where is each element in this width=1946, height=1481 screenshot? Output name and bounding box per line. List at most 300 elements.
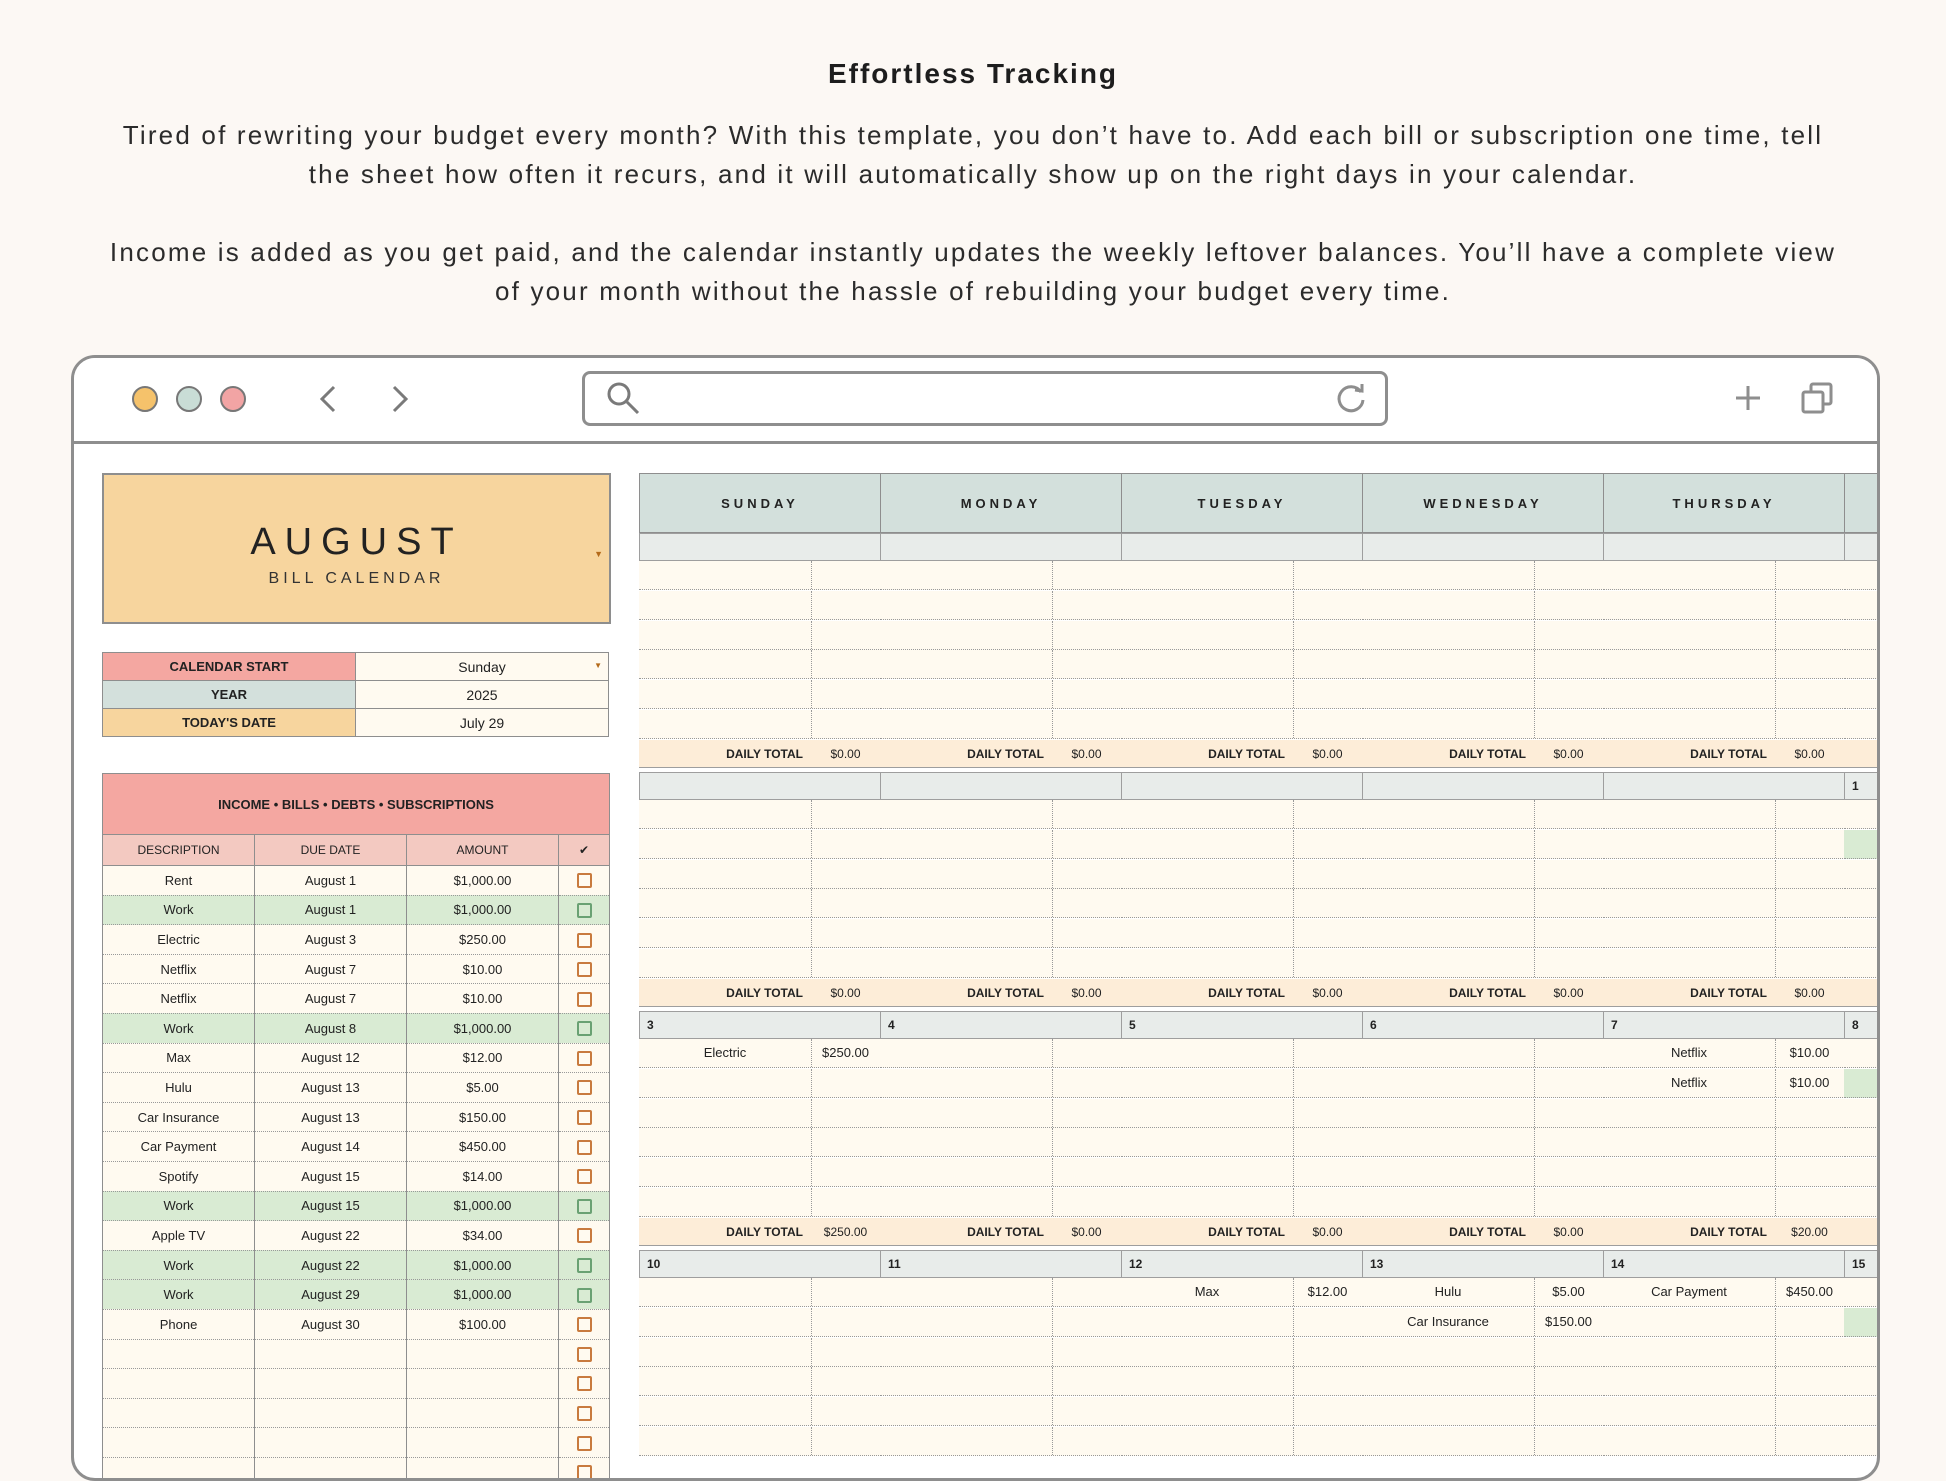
bill-due-date[interactable]: August 22 <box>255 1221 407 1251</box>
calendar-entry-row[interactable] <box>1121 1188 1363 1217</box>
calendar-entry-row[interactable] <box>1844 591 1877 620</box>
calendar-entry-row[interactable] <box>639 1099 881 1128</box>
paid-checkbox-cell[interactable] <box>559 954 610 984</box>
address-bar[interactable] <box>582 371 1388 426</box>
bill-amount[interactable] <box>407 1457 559 1481</box>
dropdown-caret-icon[interactable]: ▼ <box>594 549 603 559</box>
bill-due-date[interactable] <box>255 1457 407 1481</box>
bill-amount[interactable] <box>407 1398 559 1428</box>
calendar-entry-row[interactable] <box>1121 1158 1363 1187</box>
bill-description[interactable]: Work <box>103 895 255 925</box>
calendar-entry-row[interactable] <box>1362 830 1604 859</box>
bill-description[interactable]: Spotify <box>103 1161 255 1191</box>
calendar-entry-row[interactable] <box>1844 1099 1877 1128</box>
calendar-entry-row[interactable] <box>639 1308 881 1337</box>
calendar-entry-row[interactable] <box>1603 919 1845 948</box>
calendar-entry-row[interactable] <box>880 1099 1122 1128</box>
calendar-entry-row[interactable] <box>1844 561 1877 590</box>
calendar-entry-row[interactable] <box>1603 1188 1845 1217</box>
calendar-entry-row[interactable] <box>1844 949 1877 978</box>
bill-amount[interactable] <box>407 1428 559 1458</box>
paid-checkbox-cell[interactable] <box>559 866 610 896</box>
entry-amount <box>1775 621 1844 649</box>
paid-checkbox-cell[interactable] <box>559 1398 610 1428</box>
bill-description[interactable]: Electric <box>103 925 255 955</box>
calendar-entry-row[interactable] <box>1603 1338 1845 1367</box>
paid-checkbox[interactable] <box>577 1228 592 1243</box>
calendar-entry-row[interactable] <box>1844 1069 1877 1098</box>
paid-checkbox-cell[interactable] <box>559 1161 610 1191</box>
calendar-entry-row[interactable] <box>1603 1069 1845 1098</box>
calendar-entry-row[interactable] <box>1362 1338 1604 1367</box>
paid-checkbox-cell[interactable] <box>559 895 610 925</box>
calendar-entry-row[interactable] <box>1844 650 1877 679</box>
entry-amount <box>1775 710 1844 738</box>
calendar-entry-row[interactable] <box>639 710 881 739</box>
calendar-entry-row[interactable] <box>1603 650 1845 679</box>
daily-total-value: $0.00 <box>1775 740 1844 768</box>
paid-checkbox[interactable] <box>577 1258 592 1273</box>
calendar-entry-row[interactable] <box>1121 1069 1363 1098</box>
calendar-entry-row[interactable] <box>880 680 1122 709</box>
calendar-entry-row[interactable] <box>1121 1338 1363 1367</box>
bill-due-date[interactable]: August 13 <box>255 1102 407 1132</box>
table-row <box>103 1132 610 1162</box>
calendar-entry-row[interactable] <box>1121 1308 1363 1337</box>
calendar-entry-row[interactable] <box>1844 1128 1877 1157</box>
bill-amount[interactable] <box>407 1369 559 1399</box>
calendar-entry-row[interactable] <box>1603 1397 1845 1426</box>
paid-checkbox[interactable] <box>577 1140 592 1155</box>
calendar-entry-row[interactable] <box>1362 1069 1604 1098</box>
calendar-entry-row[interactable] <box>1603 591 1845 620</box>
calendar-entry-row[interactable] <box>880 919 1122 948</box>
calendar-entry-row[interactable] <box>1603 1158 1845 1187</box>
calendar-entry-row[interactable] <box>639 561 881 590</box>
calendar-entry-row[interactable] <box>1603 1308 1845 1337</box>
entry-description <box>1362 919 1535 947</box>
calendar-entry-row[interactable] <box>639 800 881 829</box>
calendar-entry-row[interactable] <box>880 710 1122 739</box>
bill-amount[interactable]: $5.00 <box>407 1073 559 1103</box>
calendar-entry-row[interactable] <box>1603 1367 1845 1396</box>
bill-amount[interactable]: $1,000.00 <box>407 866 559 896</box>
daily-total-row <box>880 1218 1122 1246</box>
calendar-entry-row[interactable] <box>639 650 881 679</box>
entry-description <box>880 1128 1053 1156</box>
daily-total-row <box>639 1218 881 1246</box>
entry-description <box>1603 561 1776 589</box>
entry-amount <box>1052 1278 1121 1306</box>
bill-due-date[interactable]: August 12 <box>255 1043 407 1073</box>
paid-checkbox[interactable] <box>577 873 592 888</box>
entry-amount <box>1293 949 1362 977</box>
bill-amount[interactable]: $10.00 <box>407 984 559 1014</box>
calendar-entry-row[interactable] <box>1844 1427 1877 1456</box>
calendar-entry-row[interactable] <box>1121 680 1363 709</box>
calendar-entry-row[interactable] <box>1844 1158 1877 1187</box>
calendar-entry-row[interactable] <box>1121 621 1363 650</box>
bill-amount[interactable]: $450.00 <box>407 1132 559 1162</box>
calendar-entry-row[interactable] <box>639 1367 881 1396</box>
calendar-entry-row[interactable] <box>1121 1427 1363 1456</box>
bill-description[interactable]: Hulu <box>103 1073 255 1103</box>
calendar-entry-row[interactable] <box>1121 1039 1363 1068</box>
paid-checkbox-cell[interactable] <box>559 1309 610 1339</box>
calendar-entry-row[interactable] <box>1362 949 1604 978</box>
reload-icon[interactable] <box>1335 382 1367 414</box>
todays-date-field[interactable]: July 29 <box>356 709 609 737</box>
calendar-entry-row[interactable] <box>1844 710 1877 739</box>
entry-amount <box>811 1128 880 1156</box>
bill-due-date[interactable]: August 3 <box>255 925 407 955</box>
calendar-entry-row[interactable] <box>1603 710 1845 739</box>
paid-checkbox-cell[interactable] <box>559 1339 610 1369</box>
calendar-entry-row[interactable] <box>1603 800 1845 829</box>
chevron-left-icon[interactable] <box>317 384 339 414</box>
bill-due-date[interactable]: August 30 <box>255 1309 407 1339</box>
bill-description[interactable]: Car Payment <box>103 1132 255 1162</box>
bill-due-date[interactable]: August 14 <box>255 1132 407 1162</box>
entry-amount <box>1534 860 1603 888</box>
calendar-entry-row[interactable] <box>880 1338 1122 1367</box>
calendar-entry-row[interactable] <box>1603 830 1845 859</box>
calendar-entry-row[interactable] <box>1121 1397 1363 1426</box>
calendar-entry-row[interactable] <box>1603 680 1845 709</box>
calendar-start-select[interactable] <box>356 653 609 681</box>
bill-amount[interactable]: $1,000.00 <box>407 1280 559 1310</box>
calendar-entry-row[interactable] <box>880 621 1122 650</box>
daily-total-row <box>1362 740 1604 768</box>
paid-checkbox-cell[interactable] <box>559 1043 610 1073</box>
bill-amount[interactable]: $100.00 <box>407 1309 559 1339</box>
calendar-entry-row[interactable] <box>639 1069 881 1098</box>
bill-due-date[interactable]: August 1 <box>255 866 407 896</box>
calendar-entry-row[interactable] <box>880 1128 1122 1157</box>
calendar-entry-row[interactable] <box>1121 860 1363 889</box>
calendar-entry-row[interactable] <box>1362 1278 1604 1307</box>
calendar-entry-row[interactable] <box>639 1338 881 1367</box>
bill-amount[interactable]: $1,000.00 <box>407 1191 559 1221</box>
bill-due-date[interactable]: August 7 <box>255 984 407 1014</box>
calendar-entry-row[interactable] <box>639 1039 881 1068</box>
paid-checkbox-cell[interactable] <box>559 1073 610 1103</box>
paid-checkbox[interactable] <box>577 1051 592 1066</box>
chevron-right-icon[interactable] <box>389 384 411 414</box>
calendar-entry-row[interactable] <box>1844 1039 1877 1068</box>
calendar-entry-row[interactable] <box>639 949 881 978</box>
year-field[interactable]: 2025 <box>356 681 609 709</box>
entry-amount <box>1775 1128 1844 1156</box>
calendar-entry-row[interactable] <box>639 1128 881 1157</box>
table-row <box>103 1398 610 1428</box>
entry-amount <box>1293 1099 1362 1127</box>
entry-description <box>880 1397 1053 1425</box>
bill-amount[interactable] <box>407 1339 559 1369</box>
calendar-entry-row[interactable] <box>1362 650 1604 679</box>
bill-description[interactable]: Netflix <box>103 984 255 1014</box>
calendar-entry-row[interactable] <box>1362 1308 1604 1337</box>
calendar-entry-row[interactable] <box>1362 919 1604 948</box>
bill-due-date[interactable]: August 15 <box>255 1191 407 1221</box>
calendar-entry-row[interactable] <box>1603 949 1845 978</box>
calendar-entry-row[interactable] <box>1362 1099 1604 1128</box>
calendar-entry-row[interactable] <box>880 1039 1122 1068</box>
calendar-entry-row[interactable] <box>1362 591 1604 620</box>
calendar-entry-row[interactable] <box>639 830 881 859</box>
plus-icon[interactable] <box>1732 382 1764 414</box>
entry-description <box>880 1308 1053 1336</box>
bill-amount[interactable]: $12.00 <box>407 1043 559 1073</box>
entry-amount <box>811 1278 880 1306</box>
bill-description[interactable] <box>103 1339 255 1369</box>
calendar-entry-row[interactable] <box>1121 591 1363 620</box>
paid-checkbox[interactable] <box>577 903 592 918</box>
entry-amount <box>1052 1069 1121 1097</box>
calendar-entry-row[interactable] <box>639 621 881 650</box>
entry-description <box>880 1338 1053 1366</box>
bill-due-date[interactable]: August 13 <box>255 1073 407 1103</box>
paid-checkbox[interactable] <box>577 1347 592 1362</box>
entry-amount <box>1293 621 1362 649</box>
paid-checkbox[interactable] <box>577 1169 592 1184</box>
calendar-entry-row[interactable] <box>1362 889 1604 918</box>
bill-due-date[interactable]: August 15 <box>255 1161 407 1191</box>
paid-checkbox-cell[interactable] <box>559 1457 610 1481</box>
bill-description[interactable] <box>103 1428 255 1458</box>
bill-due-date[interactable] <box>255 1428 407 1458</box>
entry-amount <box>1775 1188 1844 1216</box>
calendar-entry-row[interactable] <box>639 591 881 620</box>
window-zoom-dot[interactable] <box>176 386 202 412</box>
calendar-entry-row[interactable] <box>639 1188 881 1217</box>
calendar-entry-row[interactable] <box>1121 1128 1363 1157</box>
paid-checkbox[interactable] <box>577 1406 592 1421</box>
calendar-entry-row[interactable] <box>880 1158 1122 1187</box>
bill-amount[interactable]: $14.00 <box>407 1161 559 1191</box>
calendar-entry-row[interactable] <box>880 889 1122 918</box>
bill-amount[interactable]: $1,000.00 <box>407 1013 559 1043</box>
calendar-entry-row[interactable] <box>639 1427 881 1456</box>
entry-amount <box>1052 680 1121 708</box>
calendar-entry-row[interactable] <box>880 561 1122 590</box>
calendar-entry-row[interactable] <box>1844 1278 1877 1307</box>
calendar-entry-row[interactable] <box>1603 860 1845 889</box>
paid-checkbox-cell[interactable] <box>559 925 610 955</box>
calendar-entry-row[interactable] <box>1844 919 1877 948</box>
calendar-entry-row[interactable] <box>639 680 881 709</box>
paid-checkbox-cell[interactable] <box>559 1013 610 1043</box>
calendar-grid <box>639 473 1877 1481</box>
entry-description <box>639 830 812 858</box>
calendar-entry-row[interactable] <box>1844 680 1877 709</box>
bill-amount[interactable]: $250.00 <box>407 925 559 955</box>
entry-amount <box>1052 800 1121 828</box>
calendar-entry-row[interactable] <box>880 1069 1122 1098</box>
bill-amount[interactable]: $150.00 <box>407 1102 559 1132</box>
paid-checkbox-cell[interactable] <box>559 1132 610 1162</box>
window-close-dot[interactable] <box>220 386 246 412</box>
calendar-entry-row[interactable] <box>639 1397 881 1426</box>
paid-checkbox[interactable] <box>577 1021 592 1036</box>
paid-checkbox[interactable] <box>577 1288 592 1303</box>
calendar-entry-row[interactable] <box>1844 800 1877 829</box>
daily-total-row <box>1121 979 1363 1007</box>
bill-due-date[interactable]: August 8 <box>255 1013 407 1043</box>
calendar-entry-row[interactable] <box>1121 710 1363 739</box>
bill-amount[interactable]: $10.00 <box>407 954 559 984</box>
calendar-entry-row[interactable] <box>880 1367 1122 1396</box>
calendar-entry-row[interactable] <box>1362 860 1604 889</box>
paid-checkbox-cell[interactable] <box>559 1250 610 1280</box>
calendar-entry-row[interactable] <box>1121 561 1363 590</box>
calendar-entry-row[interactable] <box>880 1397 1122 1426</box>
paid-checkbox[interactable] <box>577 1376 592 1391</box>
bill-description[interactable]: Work <box>103 1250 255 1280</box>
bill-due-date[interactable]: August 7 <box>255 954 407 984</box>
calendar-entry-row[interactable] <box>1844 860 1877 889</box>
calendar-entry-row[interactable] <box>1844 1188 1877 1217</box>
calendar-entry-row[interactable] <box>1603 1128 1845 1157</box>
entry-amount <box>1534 949 1603 977</box>
calendar-entry-row[interactable] <box>1603 561 1845 590</box>
paid-checkbox[interactable] <box>577 1199 592 1214</box>
calendar-entry-row[interactable] <box>880 800 1122 829</box>
bill-due-date[interactable]: August 1 <box>255 895 407 925</box>
calendar-entry-row[interactable] <box>1362 1427 1604 1456</box>
calendar-entry-row[interactable] <box>1844 1338 1877 1367</box>
entry-amount: $250.00 <box>811 1039 880 1067</box>
bill-due-date[interactable] <box>255 1339 407 1369</box>
paid-checkbox[interactable] <box>577 1080 592 1095</box>
bill-description[interactable] <box>103 1398 255 1428</box>
calendar-entry-row[interactable] <box>880 1427 1122 1456</box>
calendar-entry-row[interactable] <box>880 1308 1122 1337</box>
paid-checkbox-cell[interactable] <box>559 1102 610 1132</box>
calendar-entry-row[interactable] <box>639 1278 881 1307</box>
paid-checkbox-cell[interactable] <box>559 1428 610 1458</box>
paid-checkbox[interactable] <box>577 962 592 977</box>
calendar-entry-row[interactable] <box>1362 800 1604 829</box>
calendar-entry-row[interactable] <box>1603 889 1845 918</box>
calendar-entry-row[interactable] <box>1362 1367 1604 1396</box>
bill-description[interactable]: Rent <box>103 866 255 896</box>
calendar-entry-row[interactable] <box>1362 680 1604 709</box>
bill-due-date[interactable] <box>255 1398 407 1428</box>
bill-due-date[interactable]: August 29 <box>255 1280 407 1310</box>
calendar-entry-row[interactable] <box>1362 1188 1604 1217</box>
paid-checkbox-cell[interactable] <box>559 1191 610 1221</box>
bill-amount[interactable]: $34.00 <box>407 1221 559 1251</box>
calendar-entry-row[interactable] <box>1121 1099 1363 1128</box>
paid-checkbox[interactable] <box>577 1110 592 1125</box>
bill-description[interactable]: Car Insurance <box>103 1102 255 1132</box>
calendar-entry-row[interactable] <box>880 949 1122 978</box>
calendar-entry-row[interactable] <box>1121 889 1363 918</box>
calendar-entry-row[interactable] <box>880 1188 1122 1217</box>
window-minimize-dot[interactable] <box>132 386 158 412</box>
daily-total-row <box>1362 1218 1604 1246</box>
month-title-card[interactable] <box>102 473 611 624</box>
calendar-entry-row[interactable] <box>1121 1278 1363 1307</box>
calendar-entry-row[interactable] <box>1362 1128 1604 1157</box>
paid-checkbox-cell[interactable] <box>559 1280 610 1310</box>
hero-paragraph-2: Income is added as you get paid, and the calendar instantly updates the weekly leftover balances. You’ll have a complete view of your month without the hassle of rebuilding your budget every time. <box>100 233 1846 311</box>
bill-amount[interactable]: $1,000.00 <box>407 895 559 925</box>
bill-description[interactable]: Phone <box>103 1309 255 1339</box>
calendar-entry-row[interactable] <box>1844 621 1877 650</box>
calendar-entry-row[interactable] <box>1362 1158 1604 1187</box>
calendar-entry-row[interactable] <box>1603 1278 1845 1307</box>
bill-amount[interactable]: $1,000.00 <box>407 1250 559 1280</box>
calendar-entry-row[interactable] <box>1121 800 1363 829</box>
paid-checkbox[interactable] <box>577 933 592 948</box>
entry-description <box>880 919 1053 947</box>
calendar-entry-row[interactable] <box>880 860 1122 889</box>
bill-description[interactable]: Apple TV <box>103 1221 255 1251</box>
calendar-entry-row[interactable] <box>880 591 1122 620</box>
bill-description[interactable]: Max <box>103 1043 255 1073</box>
calendar-entry-row[interactable] <box>639 919 881 948</box>
paid-checkbox[interactable] <box>577 1317 592 1332</box>
calendar-entry-row[interactable] <box>1844 1397 1877 1426</box>
calendar-entry-row[interactable] <box>1844 1367 1877 1396</box>
paid-checkbox-cell[interactable] <box>559 1221 610 1251</box>
entry-description <box>880 650 1053 678</box>
hero-paragraph-1: Tired of rewriting your budget every month? With this template, you don’t have to. Add each bill or subscription one time, tell the sheet how often it recurs, and it will automatically show up on the right days in your calendar. <box>100 116 1846 194</box>
paid-checkbox[interactable] <box>577 1436 592 1451</box>
calendar-entry-row[interactable] <box>1603 1039 1845 1068</box>
calendar-entry-row[interactable] <box>1121 650 1363 679</box>
bill-description[interactable] <box>103 1457 255 1481</box>
calendar-entry-row[interactable] <box>1121 949 1363 978</box>
calendar-entry-row[interactable] <box>1121 919 1363 948</box>
calendar-entry-row[interactable] <box>1603 1427 1845 1456</box>
bill-description[interactable] <box>103 1369 255 1399</box>
calendar-entry-row[interactable] <box>1603 1099 1845 1128</box>
paid-checkbox[interactable] <box>577 1465 592 1480</box>
paid-checkbox-cell[interactable] <box>559 984 610 1014</box>
bill-description[interactable]: Netflix <box>103 954 255 984</box>
calendar-entry-row[interactable] <box>1362 561 1604 590</box>
paid-checkbox-cell[interactable] <box>559 1369 610 1399</box>
calendar-entry-row[interactable] <box>1362 710 1604 739</box>
bill-description[interactable]: Work <box>103 1191 255 1221</box>
calendar-entry-row[interactable] <box>639 1158 881 1187</box>
calendar-entry-row[interactable] <box>639 889 881 918</box>
calendar-entry-row[interactable] <box>1121 830 1363 859</box>
calendar-entry-row[interactable] <box>1362 1397 1604 1426</box>
calendar-entry-row[interactable] <box>1603 621 1845 650</box>
calendar-entry-row[interactable] <box>1844 889 1877 918</box>
calendar-entry-row[interactable] <box>1844 830 1877 859</box>
copy-icon[interactable] <box>1799 380 1835 416</box>
calendar-entry-row[interactable] <box>880 650 1122 679</box>
calendar-entry-row[interactable] <box>639 860 881 889</box>
calendar-entry-row[interactable] <box>880 1278 1122 1307</box>
bill-description[interactable]: Work <box>103 1280 255 1310</box>
daily-total-value: $0.00 <box>1052 979 1121 1007</box>
calendar-entry-row[interactable] <box>1121 1367 1363 1396</box>
calendar-entry-row[interactable] <box>880 830 1122 859</box>
calendar-entry-row[interactable] <box>1844 1308 1877 1337</box>
bill-description[interactable]: Work <box>103 1013 255 1043</box>
calendar-entry-row[interactable] <box>1362 1039 1604 1068</box>
paid-checkbox[interactable] <box>577 992 592 1007</box>
calendar-entry-row[interactable] <box>1362 621 1604 650</box>
bill-due-date[interactable] <box>255 1369 407 1399</box>
bill-due-date[interactable]: August 22 <box>255 1250 407 1280</box>
